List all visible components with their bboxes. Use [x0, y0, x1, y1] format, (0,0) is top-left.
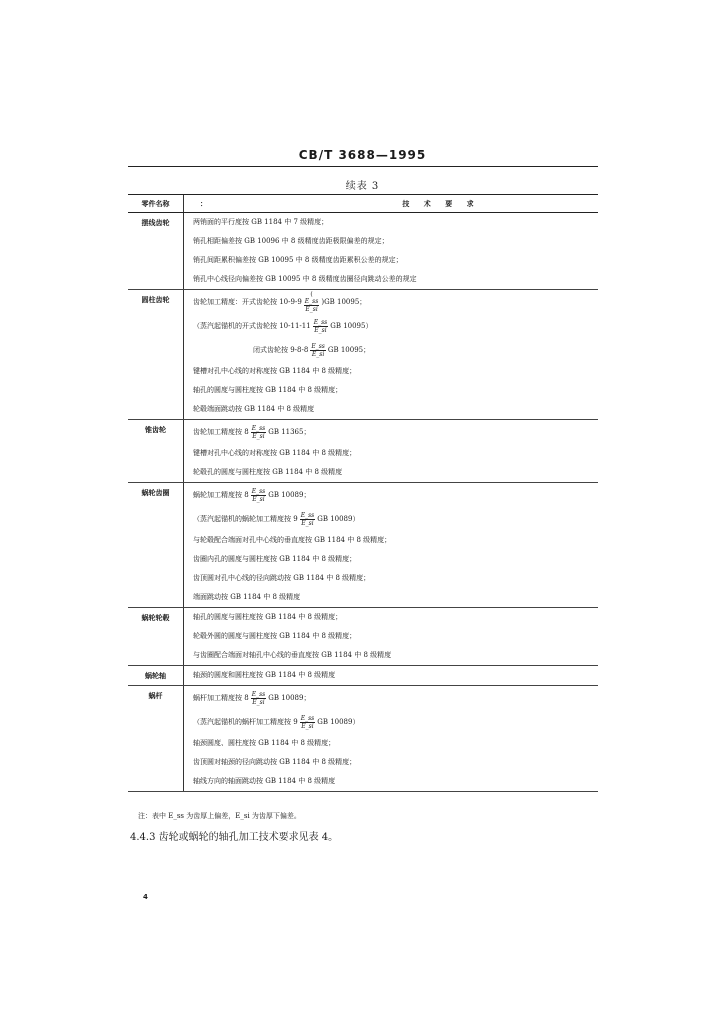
column-header-mark: ：	[200, 198, 213, 208]
tolerance-fraction: $\frac{E\_ss}{E\_si}$	[251, 487, 266, 503]
table-row	[128, 420, 598, 483]
tolerance-fraction: $\frac{E\_ss}{E\_si}$	[313, 318, 328, 334]
tolerance-fraction: $\frac{E\_ss}{E\_si}$	[251, 424, 266, 440]
tolerance-fraction: $\frac{E\_ss}{E\_si}$	[300, 511, 315, 527]
part-name: 蜗轮轮毂	[128, 608, 184, 666]
tolerance-fraction: ( E_ss E_si	[304, 291, 319, 313]
part-name: 蜗杆	[128, 686, 184, 792]
table-caption: 续表 3	[345, 181, 380, 192]
table-note: 注：表中 E_ss 为齿厚上偏差，E_si 为齿厚下偏差。	[138, 812, 301, 820]
clause-4-4-3: 4.4.3 齿轮或蜗轮的轴孔加工技术要求见表 4。	[130, 832, 339, 843]
part-name: 锥齿轮	[128, 420, 184, 483]
column-header-part: 零件名称	[128, 195, 184, 213]
requirement-cell: 齿轮加工精度按 8 $\frac{E\_ss}{E\_si}$ GB 11365； 键槽对孔中心线的对称度按 GB 1184 中 8 级精度； 轮毂孔的圆度与圆柱度按 GB 1184 中 8 级精度	[184, 420, 599, 483]
part-name: 圆柱齿轮	[128, 290, 184, 420]
table-row	[128, 213, 598, 290]
table-row	[128, 686, 598, 792]
page-number: 4	[143, 893, 148, 901]
standard-number: CB/T 3688—1995	[298, 148, 427, 162]
tolerance-fraction: $\frac{E\_ss}{E\_si}$	[300, 714, 315, 730]
tolerance-fraction: $\frac{E\_ss}{E\_si}$	[251, 690, 266, 706]
requirement-cell: 蜗轮加工精度按 8 $\frac{E\_ss}{E\_si}$ GB 10089； （蒸汽起锚机的蜗轮加工精度按 9 $\frac{E\_ss}{E\_si}$ GB 10089） 与轮毂配合端面对孔中心线的垂直度按 GB 1184 中 8 级精度； 齿圈内孔的圆度与圆柱度按 GB 1184 中 8 级精度； 齿顶圆对孔中心线的径向跳动按 GB 1184 中 8 级精度； 端面跳动按 GB 1184 中 8 级精度	[184, 483, 599, 608]
header-rule	[128, 166, 598, 167]
tolerance-fraction: $\frac{E\_ss}{E\_si}$	[311, 342, 325, 358]
part-name: 摆线齿轮	[128, 213, 184, 290]
column-header-requirements: ： 技 术 要 求	[184, 195, 599, 213]
requirement-cell: 蜗杆加工精度按 8 $\frac{E\_ss}{E\_si}$ GB 10089； （蒸汽起锚机的蜗杆加工精度按 9 $\frac{E\_ss}{E\_si}$ GB 10089） 轴颈圆度、圆柱度按 GB 1184 中 8 级精度； 齿顶圆对轴颈的径向跳动按 GB 1184 中 8 级精度； 轴线方向的轴面跳动按 GB 1184 中 8 级精度	[184, 686, 599, 792]
requirement-cell: 齿轮加工精度：开式齿轮按 10-9-9( E_ss E_si )GB 10095； （蒸汽起锚机的开式齿轮按 10-11-11 $\frac{E\_ss}{E\_si}$ GB 10095） 闭式齿轮按 9-8-8 $\frac{E\_ss}{E\_si}$ GB 10095； 键槽对孔中心线的对称度按 GB 1184 中 8 级精度； 轴孔的圆度与圆柱度按 GB 1184 中 8 级精度； 轮毂端面跳动按 GB 1184 中 8 级精度	[184, 290, 599, 420]
requirement-cell: 轴孔的圆度与圆柱度按 GB 1184 中 8 级精度； 轮毂外圆的圆度与圆柱度按 GB 1184 中 8 级精度； 与齿圈配合端面对轴孔中心线的垂直度按 GB 1184 中 8 级精度	[184, 608, 599, 666]
part-name: 蜗轮轴	[128, 666, 184, 686]
table-row	[128, 483, 598, 608]
table-row	[128, 608, 598, 666]
table-row	[128, 666, 598, 686]
requirement-cell: 两销面的平行度按 GB 1184 中 7 级精度； 销孔相距偏差按 GB 10096 中 8 级精度齿距极限偏差的规定； 销孔间距累积偏差按 GB 10095 中 8 级精度齿距累积公差的规定； 销孔中心线径向偏差按 GB 10095 中 8 级精度齿圈径向跳动公差的规定	[184, 213, 599, 290]
requirement-cell: 轴颈的圆度和圆柱度按 GB 1184 中 8 级精度	[184, 666, 599, 686]
part-name: 蜗轮齿圈	[128, 483, 184, 608]
table-row	[128, 290, 598, 420]
requirements-table	[128, 195, 598, 792]
